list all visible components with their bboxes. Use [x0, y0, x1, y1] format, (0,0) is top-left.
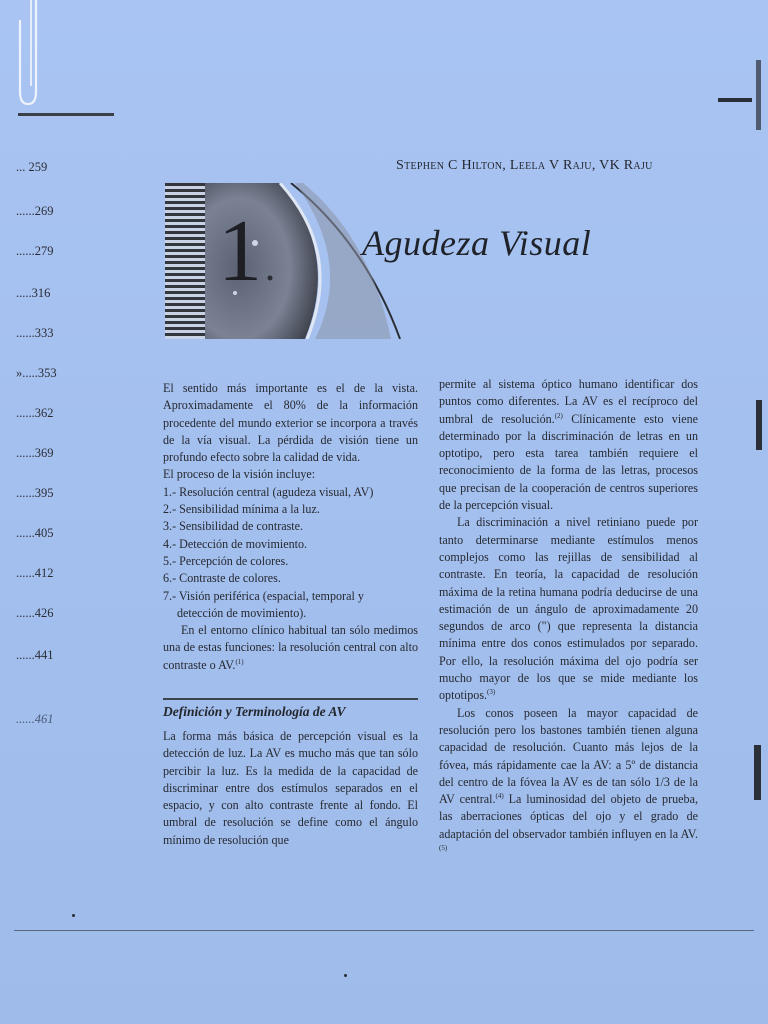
list-item: 5.- Percepción de colores.	[163, 553, 289, 568]
scan-speck	[344, 974, 347, 977]
margin-page-number: .....316	[16, 286, 51, 300]
definition-paragraph: La forma más básica de percepción visual es la detección de luz. La AV es mucho más que tan sólo percibir la luz. Es la medida de la capacidad de discriminar entre dos estímulos separados en el espacio, y con alto contraste frente al fondo. El umbral de resolución se define como el ángulo mínimo de resolución que	[163, 729, 418, 847]
margin-page-number: ......426	[16, 606, 54, 620]
list-item: 2.- Sensibilidad mínima a la luz.	[163, 502, 320, 517]
scan-speck	[72, 914, 75, 917]
reference-marker: (2)	[554, 411, 563, 420]
paper-clip-icon	[14, 0, 44, 110]
margin-page-number: ».....353	[16, 366, 57, 380]
reference-marker: (4)	[495, 792, 504, 801]
margin-page-number: ......395	[16, 486, 54, 500]
margin-page-number: ......333	[16, 326, 54, 340]
list-item-continuation: detección de movimiento).	[177, 605, 307, 620]
scan-edge-mark	[718, 98, 752, 102]
margin-page-number: ......441	[16, 648, 54, 662]
margin-page-number: ......461	[16, 712, 54, 726]
list-item: 1.- Resolución central (agudeza visual, AV)	[163, 484, 374, 499]
paragraph-text: Clínicamente esto viene determinado por la discriminación de letras en un optotipo, pero esta tarea también requiere el reconocimiento de la forma de las letras, procesos que precisan de la cooperación de centros superiores de la percepción visual.	[439, 411, 698, 513]
scan-edge-mark	[756, 400, 762, 450]
list-item: 6.- Contraste de colores.	[163, 571, 281, 586]
paragraph-text: La discriminación a nivel retiniano puede por tanto determinarse mediante estímulos menos complejos como las rejillas de sensibilidad al contraste. En teoría, la capacidad de resolución máxima de la retina humana podría deducirse de una estimación de un ángulo de aproximadamente 20 segundos de arco (") que representa la distancia mínima entre dos conos estimulados por separado. Por ello, la resolución máxima del ojo podría ser mucho mayor de los que se mide mediante los optotipos.	[439, 515, 698, 703]
clinical-paragraph	[163, 622, 418, 674]
paragraph-text: Los conos poseen la mayor capacidad de resolución pero los bastones también tienen alguna capacidad de resolución. Cuanto más lejos de la fóvea, más rápidamente cae la AV: a 5º de distancia del centro de la fóvea la AV es de tan sólo 1/3 de la AV central.	[439, 705, 698, 807]
bottom-rule	[14, 930, 754, 931]
section-rule	[163, 698, 418, 700]
top-rule	[18, 113, 114, 116]
paragraph-text: La luminosidad del objeto de prueba, las aberraciones ópticas del ojo y el grado de adaptación del observador también influyen en la AV.	[439, 792, 698, 841]
list-item: 7.- Visión periférica (espacial, temporal y	[163, 588, 364, 603]
margin-page-number: ......405	[16, 526, 54, 540]
scan-edge-mark	[756, 60, 761, 130]
margin-page-number: ......369	[16, 446, 54, 460]
left-column	[163, 380, 418, 674]
right-column	[439, 376, 698, 860]
chapter-title: Agudeza Visual	[362, 223, 592, 263]
right-paragraph-2	[439, 514, 698, 704]
scan-edge-mark	[754, 745, 761, 800]
definition-column	[163, 728, 418, 849]
list-item: 3.- Sensibilidad de contraste.	[163, 519, 304, 534]
reference-marker: (5)	[439, 843, 448, 852]
margin-page-number: ......362	[16, 406, 54, 420]
margin-page-number: ......279	[16, 244, 54, 258]
chapter-number: 1	[218, 203, 262, 300]
clinical-text: En el entorno clínico habitual tan sólo medimos una de estas funciones: la resolución central con alto contraste o AV.	[163, 623, 418, 672]
margin-page-number: ... 259	[16, 160, 48, 174]
margin-page-number: ......412	[16, 566, 54, 580]
section-heading: Definición y Terminología de AV	[163, 704, 346, 719]
paragraph-text: permite al sistema óptico humano identificar dos puntos como diferentes. La AV es el recíproco del umbral de resolución.	[439, 377, 698, 426]
chapter-authors: Stephen C Hilton, Leela V Raju, VK Raju	[396, 158, 653, 173]
list-intro: El proceso de la visión incluye:	[163, 467, 316, 482]
right-paragraph-3	[439, 705, 698, 861]
list-item: 4.- Detección de movimiento.	[163, 536, 308, 551]
vision-process-list	[163, 484, 418, 622]
margin-page-number: ......269	[16, 204, 54, 218]
intro-paragraph: El sentido más importante es el de la vista. Aproximadamente el 80% de la información procedente del mundo exterior se incorpora a través de la vía visual. La pérdida de visión tiene un profundo efecto sobre la calidad de vida.	[163, 381, 418, 465]
reference-marker: (3)	[487, 688, 496, 697]
reference-marker: (1)	[235, 657, 244, 666]
right-paragraph-1	[439, 376, 698, 514]
